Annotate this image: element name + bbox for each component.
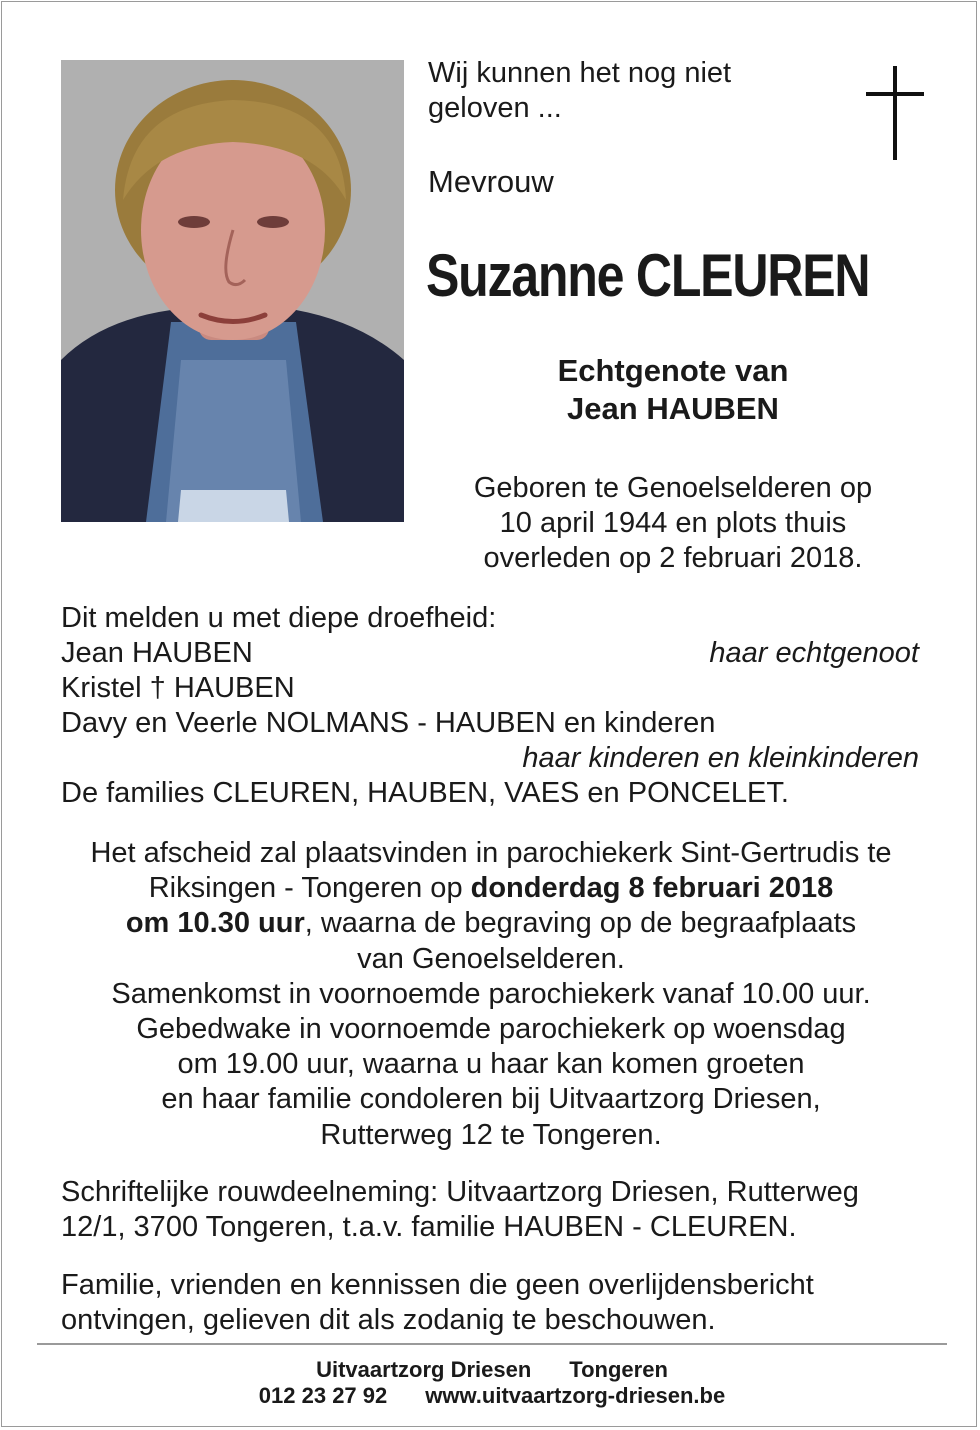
family-member-name: Davy en Veerle NOLMANS - HAUBEN en kinderen [61,707,716,739]
family-row [61,636,919,671]
ceremony-line-9: Rutterweg 12 te Tongeren. [320,1118,662,1151]
ceremony-line-2-text: Riksingen - Tongeren op [148,872,471,905]
written-condolence-line-2: 12/1, 3700 Tongeren, t.a.v. familie HAUBEN - CLEUREN. [61,1211,797,1243]
spouse-line-2: Jean HAUBEN [567,391,779,426]
ceremony-line-8: en haar familie condoleren bij Uitvaartzorg Driesen, [161,1083,821,1116]
family-relation: haar kinderen en kleinkinderen [522,742,919,774]
latin-cross-icon [866,66,924,160]
birth-death-line-1: Geboren te Genoelselderen op [473,472,873,504]
portrait-illustration [61,60,404,522]
family-relation: haar echtgenoot [709,637,919,669]
written-condolence-line-1: Schriftelijke rouwdeelneming: Uitvaartzorg Driesen, Rutterweg [61,1176,859,1208]
family-member-name: Jean HAUBEN [61,637,253,669]
portrait-photo [61,60,404,522]
family-announcement [61,601,919,811]
ceremony-line-3-text: , waarna de begraving op de begraafplaats [304,907,857,940]
funeral-home-phone: 012 23 27 92 [258,1383,388,1408]
family-row [61,671,919,706]
intro-text [428,56,808,126]
ceremony-line-6: Gebedwake in voornoemde parochiekerk op woensdag [136,1013,846,1046]
funeral-home-name: Uitvaartzorg Driesen [316,1357,532,1382]
ceremony-line-4: van Genoelselderen. [357,942,625,975]
footer-divider [37,1343,947,1345]
family-row [61,706,919,741]
salutation: Mevrouw [428,164,554,199]
notice-line-2: ontvingen, gelieven dit als zodanig te beschouwen. [61,1304,716,1336]
footer-line-2 [202,1383,782,1409]
spouse-line-1: Echtgenote van [557,353,789,388]
funeral-home-footer [202,1357,782,1409]
ceremony-date: donderdag 8 februari 2018 [470,872,834,905]
footer-line-1 [202,1357,782,1383]
ceremony-line-2 [42,871,940,906]
funeral-home-website: www.uitvaartzorg-driesen.be [425,1383,726,1408]
birth-death-line-2: 10 april 1944 en plots thuis [499,507,847,539]
ceremony-line-7: om 19.00 uur, waarna u haar kan komen groeten [177,1048,805,1081]
family-row [61,776,919,811]
intro-line-2: geloven ... [428,92,562,124]
intro-line-1: Wij kunnen het nog niet [428,57,732,89]
family-row [61,741,919,776]
announcement-intro: Dit melden u met diepe droefheid: [61,602,497,634]
ceremony-time: om 10.30 uur [125,907,305,940]
ceremony-details [42,836,940,1153]
deceased-name: Suzanne CLEUREN [426,242,870,309]
obituary-card [1,1,977,1427]
ceremony-line-5: Samenkomst in voornoemde parochiekerk vanaf 10.00 uur. [111,977,871,1010]
notice-text [61,1268,941,1338]
birth-death-block [438,471,908,576]
written-condolence [61,1175,941,1245]
birth-death-line-3: overleden op 2 februari 2018. [483,542,863,574]
spouse-block [442,352,904,428]
family-member-name: Kristel † HAUBEN [61,672,295,704]
notice-line-1: Familie, vrienden en kennissen die geen overlijdensbericht [61,1269,814,1301]
family-member-name: De families CLEUREN, HAUBEN, VAES en PONCELET. [61,777,789,809]
funeral-home-city: Tongeren [569,1357,668,1382]
ceremony-line-1: Het afscheid zal plaatsvinden in parochiekerk Sint-Gertrudis te [90,837,892,869]
ceremony-line-3 [42,906,940,941]
